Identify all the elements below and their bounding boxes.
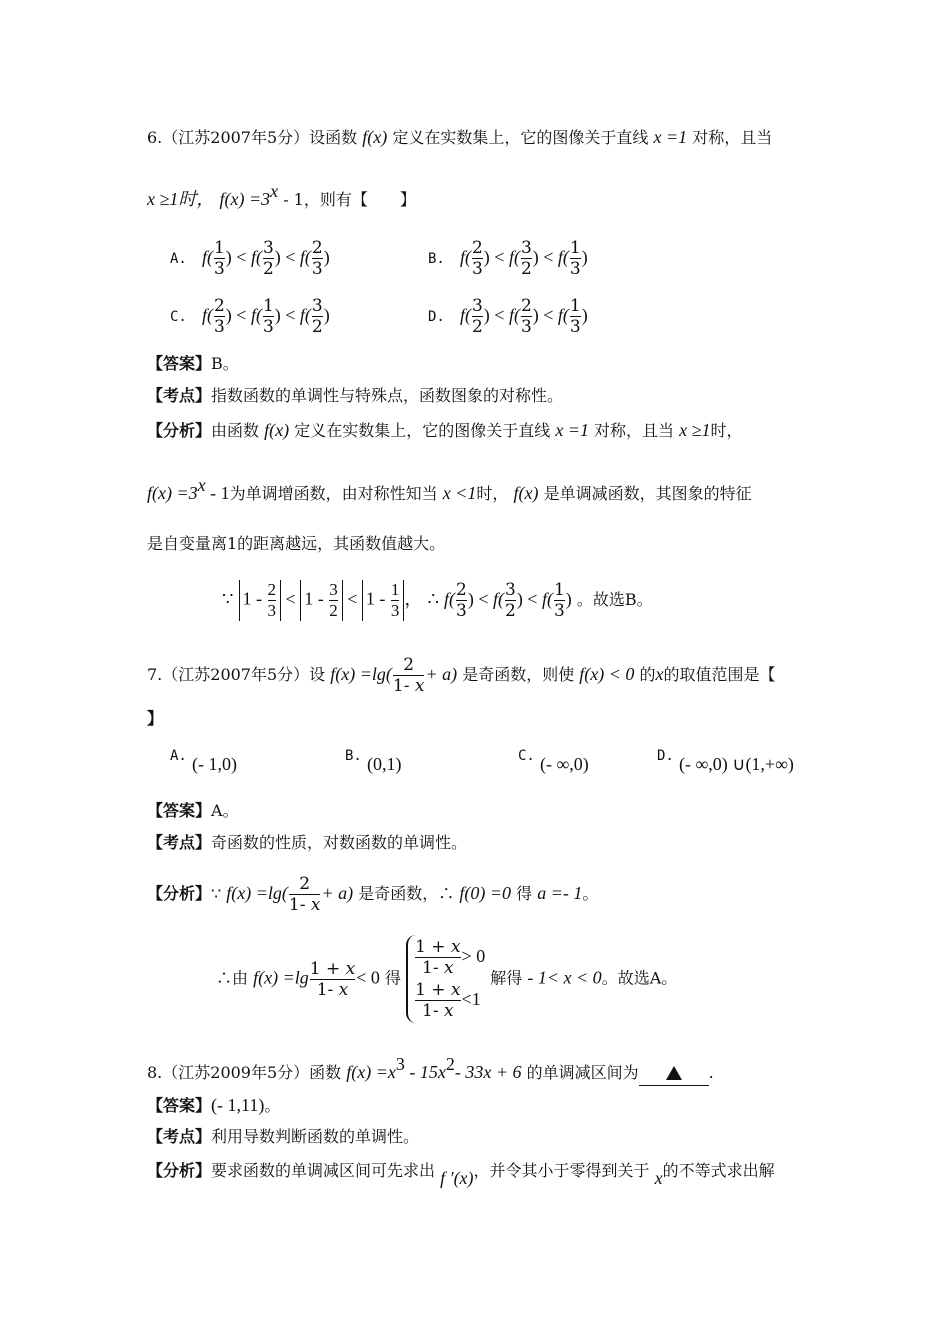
q7-stem-line2: 】	[147, 709, 164, 728]
q7-option-d[interactable]: D. (- ∞,0) ∪(1,+∞)	[657, 748, 794, 774]
q7-option-a[interactable]: A. (- 1,0)	[170, 748, 237, 774]
q6-fenxi-line2: $f(x) =3^x - 1$为单调增函数，由对称性知当 x <1时， f(x) 是单调减函数，其图象的特征	[147, 475, 752, 503]
q6-option-d[interactable]: D. f( $\frac{3}{2}$ ) < f( $\frac{2}{3}$ ) < f( $\frac{1}{3}$ )	[428, 296, 588, 337]
q6-func-tail: - 1，则有【 】	[283, 190, 416, 209]
q8-answer-blank[interactable]	[639, 1061, 709, 1086]
q7-fenxi-line1: 【分析】∵ f(x) =lg( $\frac{2}{1- x}$ + a) 是奇函数，∴ f(0) =0 得 a =- 1。	[147, 874, 599, 915]
q6-func: f(x) =3	[219, 189, 271, 209]
q6-answer-value: B。	[211, 354, 239, 373]
q8-kaodian: 【考点】利用导数判断函数的单调性。	[147, 1127, 420, 1146]
q6-stem-line2	[147, 181, 416, 212]
q8-fenxi: 【分析】要求函数的单调减区间可先求出 f ′(x)，并令其小于零得到关于 x的不等式求出解	[147, 1161, 775, 1188]
q8-answer: 【答案】(- 1,11)。	[147, 1095, 281, 1115]
q6-option-a[interactable]: A. f( $\frac{1}{3}$ ) < f( $\frac{3}{2}$ ) < f( $\frac{2}{3}$ )	[170, 238, 330, 279]
q7-option-c[interactable]: C. (- ∞,0)	[518, 748, 589, 774]
q6-head: 6.（江苏2007年5分）设函数	[147, 128, 358, 147]
q6-fenxi-line4: ∵ 1 - $\frac{2}{3}$ < 1 - $\frac{3}{2}$ < 1 - $\frac{1}{3}$ ， ∴ f( $\frac{2}{3}$ ) < f( $\frac{3}{2}$ ) < f( $\frac{1}{3}$ ) 。故选B。	[222, 580, 653, 621]
triangle-icon	[666, 1066, 682, 1080]
q6-line-eq: x =1	[653, 127, 688, 147]
q7-stem-line1: 7.（江苏2007年5分）设 f(x) =lg( $\frac{2}{1- x}$ + a) 是奇函数，则使 f(x) < 0 的x的取值范围是【	[147, 655, 776, 696]
q6-fenxi-line1: 【分析】由函数 f(x) 定义在实数集上，它的图像关于直线 x =1 对称，且当 x ≥1时，	[147, 420, 743, 440]
q7-inequality-system: $\frac{1 + x}{1- x}$ > 0 $\frac{1 + x}{1- x}$ <1	[406, 935, 485, 1023]
q7-option-b[interactable]: B. (0,1)	[345, 748, 402, 774]
q6-option-d-label: D.	[428, 309, 445, 325]
q7-kaodian: 【考点】奇函数的性质，对数函数的单调性。	[147, 833, 468, 852]
q6-mid: 定义在实数集上，它的图像关于直线	[392, 128, 649, 147]
q6-option-a-label: A.	[170, 251, 187, 267]
q6-option-c-label: C.	[170, 309, 187, 325]
q6-answer	[147, 352, 239, 376]
q6-fenxi-line3: 是自变量离1的距离越远，其函数值越大。	[147, 534, 446, 553]
q6-kaodian-tag: 【考点】	[147, 386, 212, 405]
q6-option-b[interactable]: B. f( $\frac{2}{3}$ ) < f( $\frac{3}{2}$ ) < f( $\frac{1}{3}$ )	[428, 238, 588, 279]
q6-answer-tag: 【答案】	[147, 354, 212, 373]
q6-func-exp: x	[270, 181, 279, 201]
q6-kaodian	[147, 384, 563, 408]
q8-stem: 8.（江苏2009年5分）函数 $f(x) =x^3 - 15x^2-$ 33x + 6 的单调减区间为 .	[147, 1060, 714, 1086]
q6-fx: f(x)	[362, 127, 388, 147]
q6-cond: x ≥1时，	[147, 189, 215, 209]
q7-fenxi-line2: ∴由 f(x) =lg $\frac{1 + x}{1- x}$ < 0 得 $\frac{1 + x}{1- x}$ > 0 $\frac{1 + x}{1- x}$ <1 解得 - 1< x < 0。故选A。	[216, 937, 678, 1021]
q7-answer: 【答案】A。	[147, 801, 239, 820]
q6-tail: 对称，且当	[692, 128, 773, 147]
q6-stem-line1	[147, 125, 772, 150]
q6-option-c[interactable]: C. f( $\frac{2}{3}$ ) < f( $\frac{1}{3}$ ) < f( $\frac{3}{2}$ )	[170, 296, 330, 337]
q6-option-b-label: B.	[428, 251, 445, 267]
q6-kaodian-text: 指数函数的单调性与特殊点，函数图象的对称性。	[211, 386, 564, 405]
q6-fenxi-tag: 【分析】	[147, 421, 212, 440]
